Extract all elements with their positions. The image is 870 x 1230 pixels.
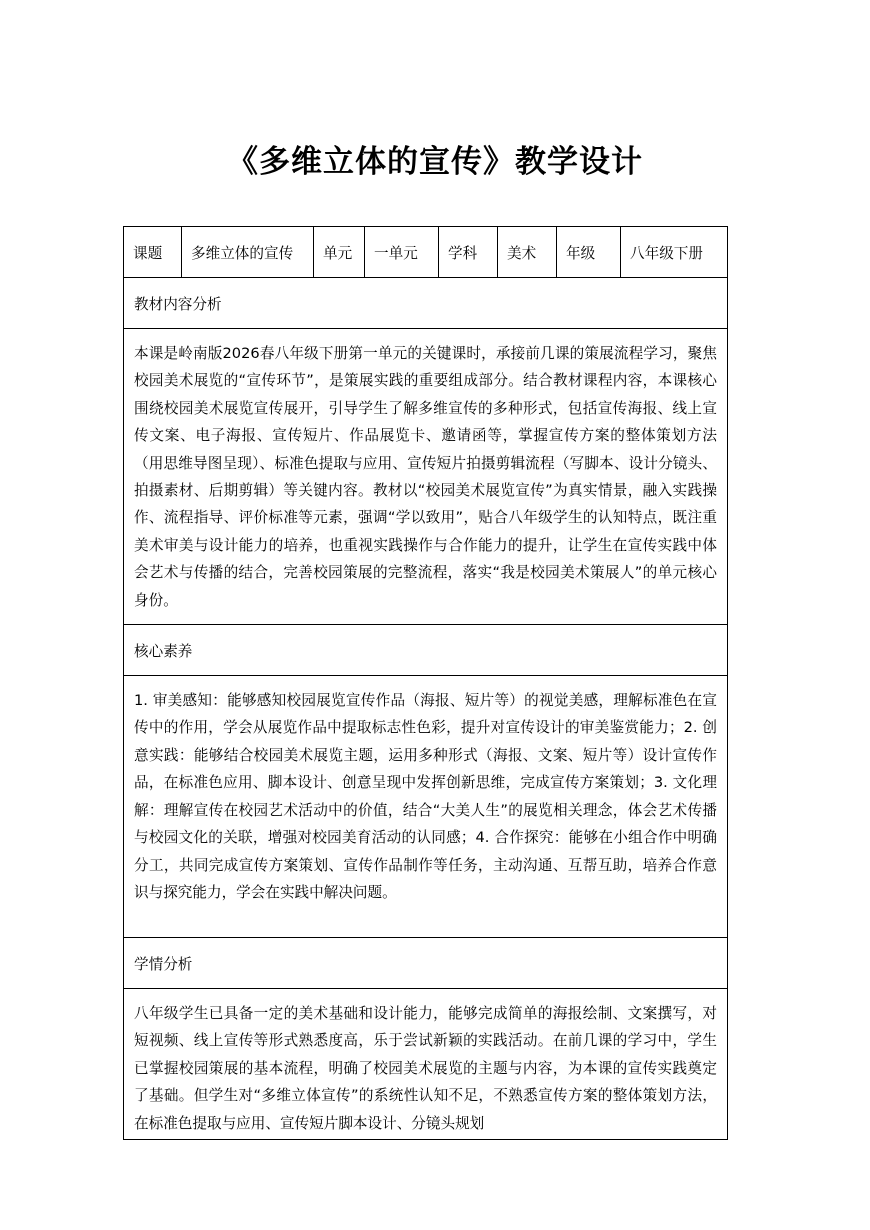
content-analysis-body-row	[124, 329, 728, 625]
student-analysis-body-row	[124, 989, 728, 1140]
subject-value: 美术	[498, 227, 557, 278]
student-analysis-heading: 学情分析	[124, 938, 728, 989]
subject-label: 学科	[439, 227, 498, 278]
student-analysis-body: 八年级学生已具备一定的美术基础和设计能力，能够完成简单的海报绘制、文案撰写，对短视频、线上宣传等形式熟悉度高，乐于尝试新颖的实践活动。在前几课的学习中，学生已掌握校园策展的基本流程，明确了校园美术展览的主题与内容，为本课的宣传实践奠定了基础。但学生对“多维立体宣传”的系统性认知不足，不熟悉宣传方案的整体策划方法，在标准色提取与应用、宣传短片脚本设计、分镜头规划	[134, 1005, 717, 1132]
page-title: 《多维立体的宣传》教学设计	[227, 144, 643, 180]
meta-row	[124, 227, 728, 278]
course-value: 多维立体的宣传	[182, 227, 314, 278]
content-analysis-heading: 教材内容分析	[124, 278, 728, 329]
unit-label: 单元	[314, 227, 365, 278]
core-literacy-body: 1. 审美感知：能够感知校园展览宣传作品（海报、短片等）的视觉美感，理解标准色在宣传中的作用，学会从展览作品中提取标志性色彩，提升对宣传设计的审美鉴赏能力；2. 创意实践：能够结合校园美术展览主题，运用多种形式（海报、文案、短片等）设计宣传作品，在标准色应用、脚本设计、创意呈现中发挥创新思维，完成宣传方案策划；3. 文化理解：理解宣传在校园艺术活动中的价值，结合“大美人生”的展览相关理念，体会艺术传播与校园文化的关联，增强对校园美育活动的认同感；4. 合作探究：能够在小组合作中明确分工，共同完成宣传方案策划、宣传作品制作等任务，主动沟通、互帮互助，培养合作意识与探究能力，学会在实践中解决问题。	[124, 676, 728, 938]
student-analysis-heading-row	[124, 938, 728, 989]
student-analysis-cell	[124, 989, 728, 1140]
content-analysis-heading-row	[124, 278, 728, 329]
core-literacy-heading-row	[124, 625, 728, 676]
lesson-plan-table	[123, 226, 728, 1140]
grade-label: 年级	[557, 227, 621, 278]
core-literacy-body-row	[124, 676, 728, 938]
content-analysis-body: 本课是岭南版2026春八年级下册第一单元的关键课时，承接前几课的策展流程学习，聚焦校园美术展览的“宣传环节”，是策展实践的重要组成部分。结合教材课程内容，本课核心围绕校园美术展览宣传展开，引导学生了解多维宣传的多种形式，包括宣传海报、线上宣传文案、电子海报、宣传短片、作品展览卡、邀请函等，掌握宣传方案的整体策划方法（用思维导图呈现）、标准色提取与应用、宣传短片拍摄剪辑流程（写脚本、设计分镜头、拍摄素材、后期剪辑）等关键内容。教材以“校园美术展览宣传”为真实情景，融入实践操作、流程指导、评价标准等元素，强调“学以致用”，贴合八年级学生的认知特点，既注重美术审美与设计能力的培养，也重视实践操作与合作能力的提升，让学生在宣传实践中体会艺术与传播的结合，完善校园策展的完整流程，落实“我是校园美术策展人”的单元核心身份。	[124, 329, 728, 625]
grade-value: 八年级下册	[621, 227, 728, 278]
course-label: 课题	[124, 227, 182, 278]
student-analysis-clip	[134, 1000, 717, 1139]
unit-value: 一单元	[365, 227, 439, 278]
core-literacy-heading: 核心素养	[124, 625, 728, 676]
